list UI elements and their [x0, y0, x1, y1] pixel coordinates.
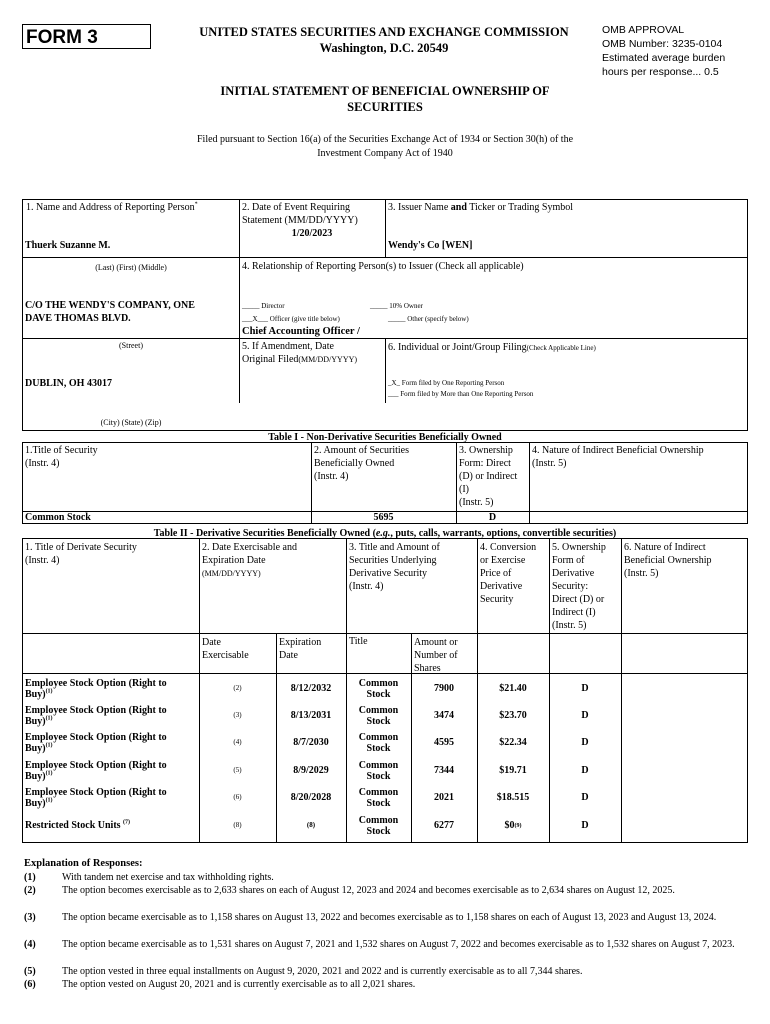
t2-row-date-exercisable: (5)	[233, 766, 242, 774]
box1-label-text: 1. Name and Address of Reporting Person	[26, 202, 195, 213]
box5-label-3: (MM/DD/YYYY)	[298, 355, 358, 364]
box6-label-text: 6. Individual or Joint/Group Filing	[388, 342, 527, 353]
statement-title-1: INITIAL STATEMENT OF BENEFICIAL OWNERSHIP OF	[220, 84, 550, 98]
t2-row-underlying-wrap	[359, 760, 398, 782]
explanation-text: With tandem net exercise and tax withholding rights.	[62, 872, 274, 883]
t2-row-price-value: $21.40	[499, 683, 527, 694]
t2-row-title-line1: Employee Stock Option (Right to	[25, 759, 167, 771]
t2-col3-header	[349, 541, 440, 593]
other-check: _____ Other (specify below)	[388, 315, 469, 323]
explanation-number: (5)	[24, 966, 36, 977]
t2-row-underlying-wrap	[359, 787, 398, 809]
t2-row-title-wrap	[25, 820, 130, 831]
t2-sub-title: Title	[349, 636, 368, 647]
box6-sublabel: (Check Applicable Line)	[526, 344, 596, 352]
t2-row-title-footnote: (1)	[45, 770, 53, 777]
t2-c5-line3: Derivative	[552, 568, 595, 579]
t2-row-title-line1: Employee Stock Option (Right to	[25, 731, 167, 743]
t2-row-ownership-form: D	[581, 792, 589, 803]
t1-col1-line2: (Instr. 4)	[25, 458, 60, 469]
box5-label-2-text: Original Filed	[242, 354, 299, 365]
t2-c5-line4: Security:	[552, 581, 589, 592]
t2-row-price	[477, 757, 549, 784]
t2-row-underlying-wrap	[359, 678, 398, 700]
street-sublabel: (Street)	[119, 341, 143, 350]
street-line2: DAVE THOMAS BLVD.	[25, 313, 131, 324]
t2-c5-line2: Form of	[552, 555, 585, 566]
box3-label-and: and	[450, 202, 467, 213]
t2-row-ownership-form: D	[581, 683, 589, 694]
t2-row-title-line1: Employee Stock Option (Right to	[25, 704, 167, 716]
t2-row-price	[477, 729, 549, 756]
t2-row-underlying-2: Stock	[366, 688, 391, 700]
t2-c5-line7: (Instr. 5)	[552, 620, 587, 631]
t1-col3-line2: Form: Direct	[459, 458, 511, 469]
table2-title-b: , puts, calls, warrants, options, convertible securities)	[390, 528, 617, 539]
table1-title: Table I - Non-Derivative Securities Beneficially Owned	[268, 432, 502, 443]
filed-pursuant-1: Filed pursuant to Section 16(a) of the Securities Exchange Act of 1934 or Section 30(h) of the	[196, 134, 574, 145]
t2-row-title-wrap	[25, 678, 167, 700]
t2-row-price: $0 (9)	[504, 820, 522, 831]
t2-sub-date-exercisable	[202, 636, 249, 662]
t1-col1-header	[25, 444, 98, 470]
city-state-zip: DUBLIN, OH 43017	[25, 378, 112, 389]
explanation-number: (4)	[24, 939, 36, 950]
t1-col4-line1: 4. Nature of Indirect Beneficial Ownership	[532, 445, 704, 456]
t2-row-title-wrap	[25, 787, 167, 809]
t2-row-underlying-title	[346, 675, 411, 702]
omb-approval: OMB APPROVAL	[602, 24, 685, 36]
t2-row-date-exercisable: (4)	[233, 738, 242, 746]
t2-c4-line3: Price of	[480, 568, 512, 579]
t2-c1-line1: 1. Title of Derivate Security	[25, 542, 137, 553]
t1-col3-line3: (D) or Indirect	[459, 471, 518, 482]
t2-row-date-exercisable: (6)	[233, 793, 242, 801]
t1-col3-header	[459, 444, 517, 509]
t2-sub-de-line1: Date	[202, 637, 221, 648]
box4-label: 4. Relationship of Reporting Person(s) to Issuer (Check all applicable)	[242, 261, 524, 272]
t2-col5-header	[552, 541, 606, 632]
t2-row-amount: 7900	[434, 683, 454, 694]
t2-row-price-value: $22.34	[499, 737, 527, 748]
t2-sub-de-line2: Exercisable	[202, 650, 249, 661]
explanation-number: (1)	[24, 872, 36, 883]
t2-row-title-line2: Buy)	[25, 715, 46, 727]
t2-c6-line2: Beneficial Ownership	[624, 555, 712, 566]
ten-pct-owner-check: _____ 10% Owner	[370, 302, 423, 310]
t2-row-price-value: $18.515	[496, 792, 530, 803]
t1-col1-line1: 1.Title of Security	[25, 445, 98, 456]
omb-burden-line2: hours per response... 0.5	[602, 66, 719, 78]
box2-label-1: 2. Date of Event Requiring	[242, 202, 351, 213]
t1-col3-line4: (I)	[459, 484, 469, 495]
t2-row-date-exercisable: (8)	[233, 821, 242, 829]
box6-label	[388, 342, 596, 353]
t2-row-expiration: (8)	[306, 821, 316, 829]
t1-col4-header	[532, 444, 704, 470]
t2-c6-line1: 6. Nature of Indirect	[624, 542, 706, 553]
t2-row-underlying-wrap	[359, 732, 398, 754]
t2-row-title-line2: Buy)	[25, 742, 46, 754]
t2-sub-amount	[414, 636, 458, 675]
t2-c3-line2: Securities Underlying	[349, 555, 437, 566]
omb-number: OMB Number: 3235-0104	[602, 38, 723, 50]
explanation-number: (2)	[24, 885, 36, 896]
t2-row-underlying-title	[346, 812, 411, 839]
t2-row-expiration: 8/12/2032	[290, 683, 332, 694]
t2-row-underlying-title	[346, 729, 411, 756]
t2-row-amount: 4595	[434, 737, 454, 748]
t2-col6-header	[624, 541, 711, 580]
event-date: 1/20/2023	[291, 228, 333, 239]
box3-label	[388, 202, 573, 213]
t2-row-title-line2: Buy)	[25, 688, 46, 700]
t2-c5-line5: Direct (D) or	[552, 594, 605, 605]
t2-row-ownership-form: D	[581, 765, 589, 776]
t2-row-underlying-1: Common	[358, 759, 399, 771]
explanations-heading: Explanation of Responses:	[24, 858, 143, 869]
t1-col4-line2: (Instr. 5)	[532, 458, 567, 469]
t2-row-ownership-form: D	[581, 737, 589, 748]
t2-row-title-line2: Buy)	[25, 797, 46, 809]
more-person-check: ___ Form filed by More than One Reporting Person	[388, 390, 534, 398]
t2-row-title-footnote: (1)	[45, 688, 53, 695]
agency-name: UNITED STATES SECURITIES AND EXCHANGE COMMISSION	[199, 25, 569, 39]
filed-pursuant-2: Investment Company Act of 1940	[317, 148, 453, 159]
t2-sub-amt-line1: Amount or	[414, 637, 458, 648]
form-label-box	[22, 24, 151, 49]
t2-sub-amt-line3: Shares	[414, 663, 441, 674]
t2-row-underlying-title	[346, 702, 411, 729]
omb-box	[602, 23, 762, 79]
t2-row-amount: 2021	[434, 792, 454, 803]
t2-row-underlying-wrap	[359, 815, 398, 837]
t2-sub-expiration	[279, 636, 321, 662]
t1-col2-line1: 2. Amount of Securities	[314, 445, 409, 456]
t2-row-ownership-form: D	[581, 710, 589, 721]
t1-col2-line2: Beneficially Owned	[314, 458, 395, 469]
t2-row-underlying-1: Common	[358, 731, 399, 743]
t2-row-amount: 6277	[434, 820, 454, 831]
t2-row-title-line2: Buy)	[25, 770, 46, 782]
omb-burden-line1: Estimated average burden	[602, 52, 726, 64]
t2-row-underlying-1: Common	[358, 786, 399, 798]
t2-row-title-wrap	[25, 732, 167, 754]
t2-row-underlying-2: Stock	[366, 797, 391, 809]
t2-row-title-wrap	[25, 705, 167, 727]
t2-row-date-exercisable: (3)	[233, 711, 242, 719]
t2-row-title-line1: Employee Stock Option (Right to	[25, 786, 167, 798]
t2-row-price	[477, 702, 549, 729]
t2-c4-line2: or Exercise	[480, 555, 526, 566]
box3-label-pre: 3. Issuer Name	[388, 202, 451, 213]
t2-row-title	[25, 757, 197, 784]
t1-row-title: Common Stock	[25, 512, 91, 523]
t2-row-amount: 3474	[434, 710, 454, 721]
t2-c2-line3: (MM/DD/YYYY)	[202, 569, 261, 578]
explanation-number: (6)	[24, 979, 36, 990]
t1-col3-line1: 3. Ownership	[459, 445, 513, 456]
t2-c3-line3: Derivative Security	[349, 568, 428, 579]
t2-row-ownership-form: D	[581, 820, 589, 831]
t2-row-underlying-1: Common	[358, 677, 399, 689]
t2-row-underlying-2: Stock	[366, 715, 391, 727]
officer-title: Chief Accounting Officer /	[242, 326, 360, 337]
t2-row-underlying-1: Common	[358, 704, 399, 716]
table2-title-eg: e.g.	[375, 528, 391, 539]
explanation-number: (3)	[24, 912, 36, 923]
explanation-text: The option vested in three equal installments on August 9, 2020, 2021 and 2022 and is currently exercisable as to all 7,344 shares.	[62, 966, 583, 977]
t2-row-date-exercisable: (2)	[233, 684, 242, 692]
t2-c4-line1: 4. Conversion	[480, 542, 537, 553]
statement-title-2: SECURITIES	[347, 100, 423, 114]
t2-row-title	[25, 729, 197, 756]
t2-row-expiration: 8/9/2029	[293, 765, 329, 776]
t2-row-title-wrap	[25, 760, 167, 782]
t2-row-amount: 7344	[434, 765, 454, 776]
street-line1: C/O THE WENDY'S COMPANY, ONE	[25, 300, 195, 311]
t2-c3-line1: 3. Title and Amount of	[349, 542, 440, 553]
t1-col2-header	[314, 444, 409, 483]
t1-row-form: D	[488, 512, 497, 523]
t2-c5-line1: 5. Ownership	[552, 542, 606, 553]
box5-label-1: 5. If Amendment, Date	[242, 341, 334, 352]
t2-row-underlying-title	[346, 784, 411, 811]
t2-row-price	[477, 675, 549, 702]
t2-sub-ex-line1: Expiration	[279, 637, 322, 648]
box3-label-post: Ticker or Trading Symbol	[466, 202, 574, 213]
t2-row-title-line1: Employee Stock Option (Right to	[25, 677, 167, 689]
t2-row-underlying-1: Common	[358, 814, 399, 826]
reporting-name: Thuerk Suzanne M.	[25, 240, 111, 251]
issuer-name: Wendy's Co [WEN]	[388, 240, 473, 251]
t2-sub-amt-line2: Number of	[414, 650, 458, 661]
t2-col4-header	[480, 541, 536, 606]
box1-asterisk: *	[194, 201, 198, 208]
name-sublabel: (Last) (First) (Middle)	[95, 263, 167, 272]
explanation-text: The option became exercisable as to 1,158 shares on August 13, 2022 and becomes exercisable as to 1,158 shares on each of August 13, 2023 and August 13, 2024.	[62, 912, 717, 923]
one-person-check: _X_ Form filed by One Reporting Person	[388, 379, 505, 387]
box5-label-2	[242, 354, 357, 365]
t2-row-title	[25, 812, 197, 839]
explanation-text: The option became exercisable as to 1,531 shares on August 7, 2021 and 1,532 shares on August 7, 2022 and becomes exercisable as to 1,532 shares on August 7, 2023.	[62, 939, 735, 950]
t2-row-price-value: $0	[504, 820, 515, 831]
t2-sub-ex-line2: Date	[279, 650, 298, 661]
t2-row-price-value: $23.70	[499, 710, 527, 721]
t2-c5-line6: Indirect (I)	[552, 607, 596, 618]
t2-row-expiration: 8/13/2031	[290, 710, 332, 721]
t2-c1-line2: (Instr. 4)	[25, 555, 60, 566]
officer-check: ___X___ Officer (give title below)	[242, 315, 340, 323]
form-label: FORM 3	[26, 27, 98, 48]
t1-col2-line3: (Instr. 4)	[314, 471, 349, 482]
t2-row-expiration: 8/20/2028	[290, 792, 332, 803]
box2-label-2: Statement (MM/DD/YYYY)	[242, 215, 358, 226]
t2-row-price-value: $19.71	[499, 765, 527, 776]
t2-row-title	[25, 675, 197, 702]
t2-row-underlying-2: Stock	[366, 770, 391, 782]
t2-row-title-footnote: (1)	[45, 742, 53, 749]
table2-title-a: Table II - Derivative Securities Beneficially Owned (	[153, 528, 376, 539]
t1-row-amount: 5695	[373, 512, 394, 523]
t2-c4-line5: Security	[480, 594, 514, 605]
t2-c6-line3: (Instr. 5)	[624, 568, 659, 579]
t2-row-title-footnote: (1)	[45, 797, 53, 804]
box1-label	[26, 202, 198, 213]
t2-row-title	[25, 702, 197, 729]
t2-row-price	[477, 784, 549, 811]
t2-row-underlying-2: Stock	[366, 742, 391, 754]
city-sublabel: (City) (State) (Zip)	[100, 418, 162, 427]
t1-col3-line5: (Instr. 5)	[459, 497, 494, 508]
t2-row-title-footnote: (7)	[123, 819, 131, 826]
director-check: _____ Director	[242, 302, 285, 310]
t2-row-title	[25, 784, 197, 811]
t2-row-title-line1: Restricted Stock Units	[25, 820, 121, 831]
t2-row-underlying-title	[346, 757, 411, 784]
t2-c2-line1: 2. Date Exercisable and	[202, 542, 297, 553]
t2-c3-line4: (Instr. 4)	[349, 581, 384, 592]
t2-row-title-footnote: (1)	[45, 715, 53, 722]
t2-c2-line2: Expiration Date	[202, 555, 266, 566]
agency-location: Washington, D.C. 20549	[319, 41, 449, 55]
t2-row-expiration: 8/7/2030	[293, 737, 329, 748]
t2-col2-header	[202, 541, 297, 580]
explanation-text: The option vested on August 20, 2021 and is currently exercisable as to all 2,021 shares.	[62, 979, 416, 990]
t2-row-underlying-wrap	[359, 705, 398, 727]
explanation-text: The option becomes exercisable as to 2,633 shares on each of August 12, 2023 and 2024 and becomes exercisable as to 2,634 shares on August 12, 2025.	[62, 885, 675, 896]
t2-col1-header	[25, 541, 137, 567]
t2-row-underlying-2: Stock	[366, 825, 391, 837]
t2-c4-line4: Derivative	[480, 581, 523, 592]
